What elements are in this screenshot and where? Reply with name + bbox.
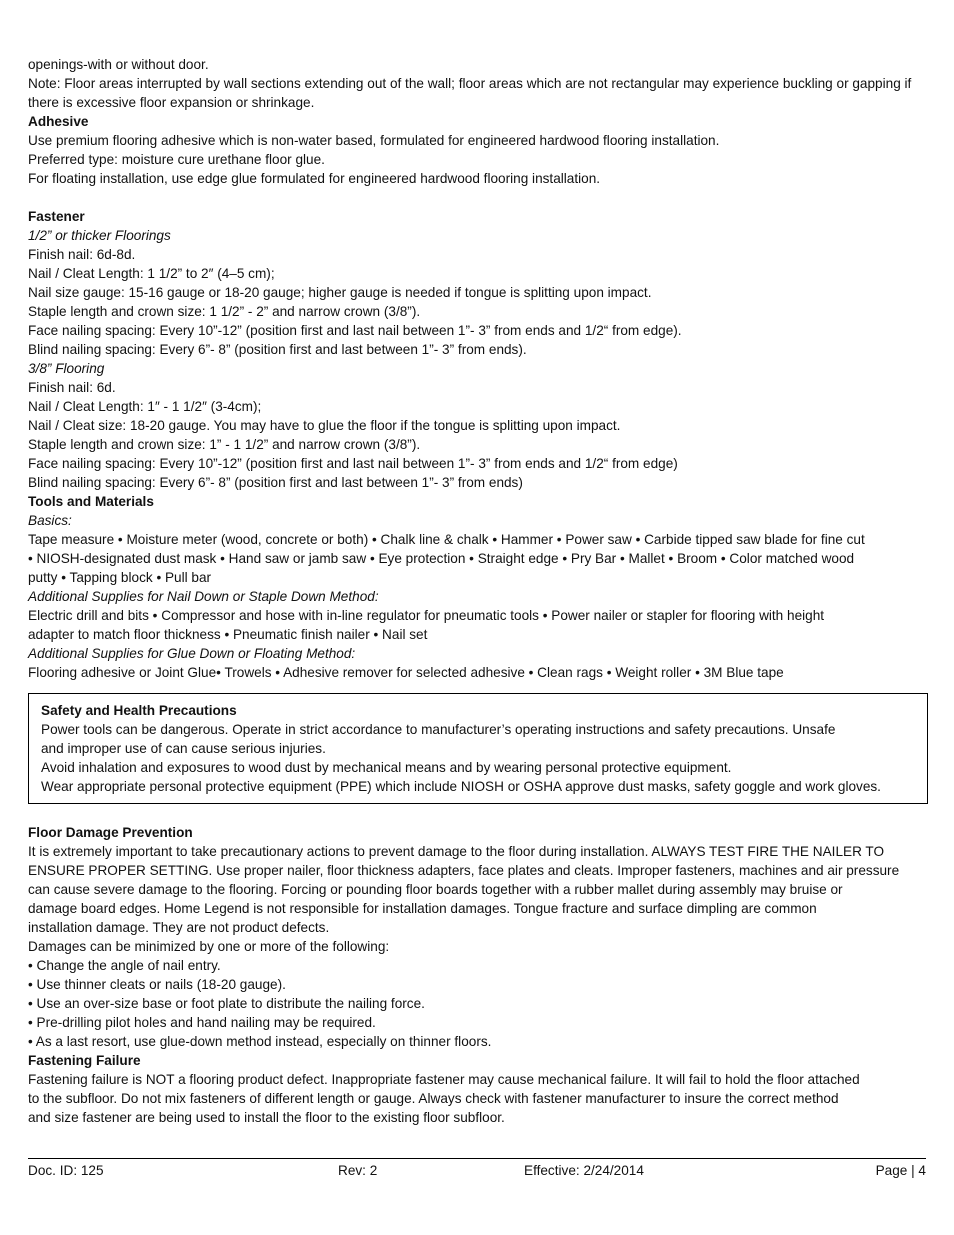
- fastener-spec: Nail / Cleat Length: 1 1/2” to 2″ (4–5 cm);: [28, 266, 275, 281]
- safety-line: Power tools can be dangerous. Operate in strict accordance to manufacturer’s operating instructions and safety precautions. Unsafe: [41, 722, 836, 737]
- basics-line: • NIOSH-designated dust mask • Hand saw or jamb saw • Eye protection • Straight edge • Pry Bar • Mallet • Broom • Color matched wood: [28, 551, 855, 566]
- fastener-spec: Face nailing spacing: Every 10”-12” (position first and last nail between 1”- 3” from ends and 1/2“ from edge).: [28, 323, 682, 338]
- damage-para-line: ENSURE PROPER SETTING. Use proper nailer, floor thickness adapters, face plates and cleats. Improper fasteners, machines and air pressure: [28, 863, 900, 878]
- safety-heading: Safety and Health Precautions: [41, 703, 237, 718]
- safety-line: Avoid inhalation and exposures to wood dust by mechanical means and by wearing personal protective equipment.: [41, 760, 732, 775]
- nail-supplies-line: Electric drill and bits • Compressor and hose with in-line regulator for pneumatic tools • Power nailer or stapler for flooring with height: [28, 608, 825, 623]
- intro-note: Note: Floor areas interrupted by wall sections extending out of the wall; floor areas which are not rectangular may experience buckling or gapping if there is excessive floor expansion or shrinkage.: [28, 76, 912, 110]
- fastener-spec: Nail / Cleat size: 18-20 gauge. You may have to glue the floor if the tongue is splitting upon impact.: [28, 418, 621, 433]
- fastener-spec: Face nailing spacing: Every 10”-12” (position first and last nail between 1”- 3” from ends and 1/2“ from edge): [28, 456, 678, 471]
- damage-intro: Damages can be minimized by one or more of the following:: [28, 939, 390, 954]
- spacer: [28, 804, 928, 823]
- failure-para-line: to the subfloor. Do not mix fasteners of different length or gauge. Always check with fastener manufacturer to insure the correct method: [28, 1091, 839, 1106]
- intro-line: openings-with or without door.: [28, 57, 209, 72]
- thin-flooring-heading: 3/8” Flooring: [28, 361, 105, 376]
- damage-para-line: installation damage. They are not product defects.: [28, 920, 330, 935]
- damage-para-line: can cause severe damage to the flooring. Forcing or pounding floor boards together with a rubber mallet during assembly may bruise or: [28, 882, 843, 897]
- footer-page-number: Page | 4: [875, 1163, 926, 1178]
- safety-box: [28, 693, 928, 804]
- fastener-spec: Nail / Cleat Length: 1″ - 1 1/2″ (3-4cm);: [28, 399, 262, 414]
- damage-bullet: • Change the angle of nail entry.: [28, 958, 221, 973]
- safety-line: and improper use of can cause serious injuries.: [41, 741, 326, 756]
- nail-supplies-line: adapter to match floor thickness • Pneumatic finish nailer • Nail set: [28, 627, 428, 642]
- damage-para-line: It is extremely important to take precautionary actions to prevent damage to the floor during installation. ALWAYS TEST FIRE THE NAILER TO: [28, 844, 885, 859]
- thick-flooring-heading: 1/2” or thicker Floorings: [28, 228, 171, 243]
- damage-bullet: • Use an over-size base or foot plate to distribute the nailing force.: [28, 996, 425, 1011]
- glue-supplies-line: Flooring adhesive or Joint Glue• Trowels • Adhesive remover for selected adhesive • Clean rags • Weight roller • 3M Blue tape: [28, 665, 784, 680]
- footer-revision: Rev: 2: [338, 1163, 378, 1178]
- adhesive-line: Preferred type: moisture cure urethane floor glue.: [28, 152, 325, 167]
- damage-bullet: • Use thinner cleats or nails (18-20 gauge).: [28, 977, 286, 992]
- tools-heading: Tools and Materials: [28, 494, 154, 509]
- footer-doc-id: Doc. ID: 125: [28, 1163, 104, 1178]
- failure-heading: Fastening Failure: [28, 1053, 141, 1068]
- fastener-spec: Blind nailing spacing: Every 6”- 8” (position first and last between 1”- 3” from ends).: [28, 342, 527, 357]
- nail-supplies-heading: Additional Supplies for Nail Down or Staple Down Method:: [28, 589, 379, 604]
- page-footer: [28, 1158, 926, 1181]
- fastener-spec: Finish nail: 6d-8d.: [28, 247, 136, 262]
- footer-effective-date: Effective: 2/24/2014: [524, 1163, 644, 1178]
- adhesive-line: For floating installation, use edge glue formulated for engineered hardwood flooring installation.: [28, 171, 601, 186]
- adhesive-heading: Adhesive: [28, 114, 89, 129]
- fastener-spec: Blind nailing spacing: Every 6”- 8” (position first and last between 1”- 3” from ends): [28, 475, 523, 490]
- fastener-spec: Staple length and crown size: 1 1/2” - 2” and narrow crown (3/8”).: [28, 304, 421, 319]
- safety-line: Wear appropriate personal protective equipment (PPE) which include NIOSH or OSHA approve dust masks, safety goggle and work gloves.: [41, 779, 881, 794]
- basics-line: Tape measure • Moisture meter (wood, concrete or both) • Chalk line & chalk • Hammer • Power saw • Carbide tipped saw blade for fine cut: [28, 532, 865, 547]
- fastener-spec: Finish nail: 6d.: [28, 380, 116, 395]
- damage-heading: Floor Damage Prevention: [28, 825, 193, 840]
- document-body: [28, 55, 928, 1127]
- spacer: [28, 188, 928, 207]
- failure-para-line: Fastening failure is NOT a flooring product defect. Inappropriate fastener may cause mechanical failure. It will fail to hold the floor attached: [28, 1072, 860, 1087]
- damage-bullet: • Pre-drilling pilot holes and hand nailing may be required.: [28, 1015, 376, 1030]
- damage-bullet: • As a last resort, use glue-down method instead, especially on thinner floors.: [28, 1034, 492, 1049]
- adhesive-line: Use premium flooring adhesive which is non-water based, formulated for engineered hardwood flooring installation.: [28, 133, 720, 148]
- fastener-spec: Staple length and crown size: 1” - 1 1/2” and narrow crown (3/8”).: [28, 437, 421, 452]
- glue-supplies-heading: Additional Supplies for Glue Down or Floating Method:: [28, 646, 356, 661]
- damage-para-line: damage board edges. Home Legend is not responsible for installation damages. Tongue fracture and surface dimpling are common: [28, 901, 817, 916]
- fastener-heading: Fastener: [28, 209, 85, 224]
- failure-para-line: and size fastener are being used to install the floor to the existing floor subfloor.: [28, 1110, 505, 1125]
- fastener-spec: Nail size gauge: 15-16 gauge or 18-20 gauge; higher gauge is needed if tongue is splitting upon impact.: [28, 285, 652, 300]
- basics-heading: Basics:: [28, 513, 72, 528]
- basics-line: putty • Tapping block • Pull bar: [28, 570, 212, 585]
